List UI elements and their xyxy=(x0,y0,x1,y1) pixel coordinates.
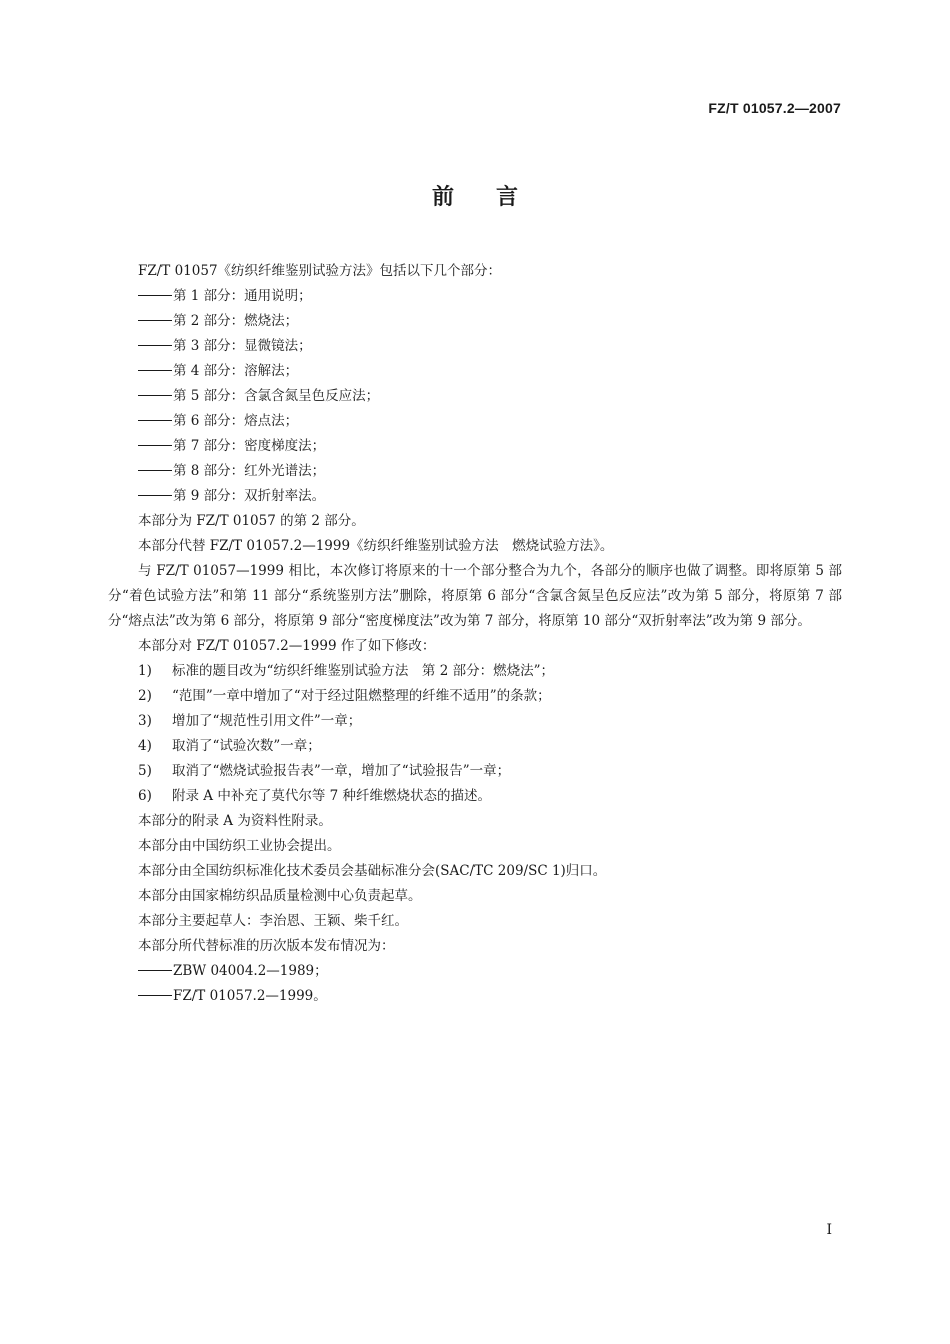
changes-list-item: 4) 取消了“试验次数”一章； xyxy=(138,738,321,754)
parts-list-item: 第 1 部分：通用说明； xyxy=(108,284,842,309)
history-list-item: ZBW 04004.2—1989； xyxy=(108,959,842,984)
comparison-paragraph: 与 FZ/T 01057—1999 相比，本次修订将原来的十一个部分整合为九个，各部分的顺序也做了调整。即将原第 5 部分“着色试验方法”和第 11 部分“系统鉴别方法”删除，将原第 6 部分“含氯含氮呈色反应法”改为第 5 部分，将原第 7 部分“熔点法”改为第 6 部分，将原第 9 部分“密度梯度法”改为第 7 部分，将原第 10 部分“双折射率法”改为第 9 部分。 xyxy=(108,563,842,629)
annex-paragraph: 本部分的附录 A 为资料性附录。 xyxy=(138,813,332,829)
page-number: I xyxy=(826,1222,832,1238)
drafted-by-paragraph: 本部分由国家棉纺织品质量检测中心负责起草。 xyxy=(138,888,422,904)
parts-list-item: 第 7 部分：密度梯度法； xyxy=(108,434,842,459)
changes-list-item: 5) 取消了“燃烧试验报告表”一章，增加了“试验报告”一章； xyxy=(138,763,511,779)
dash-mark xyxy=(138,345,172,346)
parts-list-item: 第 8 部分：红外光谱法； xyxy=(108,459,842,484)
changes-intro-paragraph: 本部分对 FZ/T 01057.2—1999 作了如下修改： xyxy=(138,638,436,654)
parts-list-item: 第 2 部分：燃烧法； xyxy=(108,309,842,334)
dash-mark xyxy=(138,395,172,396)
dash-mark xyxy=(138,445,172,446)
dash-mark xyxy=(138,495,172,496)
centralized-paragraph: 本部分由全国纺织标准化技术委员会基础标准分会(SAC/TC 209/SC 1)归口。 xyxy=(138,863,607,879)
this-part-paragraph: 本部分为 FZ/T 01057 的第 2 部分。 xyxy=(138,513,365,529)
parts-list-item: 第 3 部分：显微镜法； xyxy=(108,334,842,359)
page-title: 前言 xyxy=(431,185,560,210)
parts-list-item: 第 5 部分：含氯含氮呈色反应法； xyxy=(108,384,842,409)
drafters-paragraph: 本部分主要起草人：李治恩、王颖、柴千红。 xyxy=(138,913,408,929)
dash-mark xyxy=(138,995,172,996)
dash-mark xyxy=(138,970,172,971)
changes-list-item: 2) “范围”一章中增加了“对于经过阻燃整理的纤维不适用”的条款； xyxy=(138,688,551,704)
parts-list-item: 第 4 部分：溶解法； xyxy=(108,359,842,384)
proposed-by-paragraph: 本部分由中国纺织工业协会提出。 xyxy=(138,838,341,854)
dash-mark xyxy=(138,320,172,321)
changes-list-item: 6) 附录 A 中补充了莫代尔等 7 种纤维燃烧状态的描述。 xyxy=(138,788,492,804)
dash-mark xyxy=(138,370,172,371)
dash-mark xyxy=(138,470,172,471)
foreword-body xyxy=(108,259,842,1009)
parts-list-item: 第 9 部分：双折射率法。 xyxy=(108,484,842,509)
history-list-item: FZ/T 01057.2—1999。 xyxy=(108,984,842,1009)
changes-list-item: 1) 标准的题目改为“纺织纤维鉴别试验方法 第 2 部分：燃烧法”； xyxy=(138,663,554,679)
intro-paragraph: FZ/T 01057《纺织纤维鉴别试验方法》包括以下几个部分： xyxy=(138,263,502,279)
changes-list-item: 3) 增加了“规范性引用文件”一章； xyxy=(138,713,362,729)
dash-mark xyxy=(138,420,172,421)
history-intro-paragraph: 本部分所代替标准的历次版本发布情况为： xyxy=(138,938,395,954)
standard-number: FZ/T 01057.2—2007 xyxy=(708,100,841,116)
parts-list-item: 第 6 部分：熔点法； xyxy=(108,409,842,434)
replaces-paragraph: 本部分代替 FZ/T 01057.2—1999《纺织纤维鉴别试验方法 燃烧试验方法》。 xyxy=(138,538,614,554)
dash-mark xyxy=(138,295,172,296)
